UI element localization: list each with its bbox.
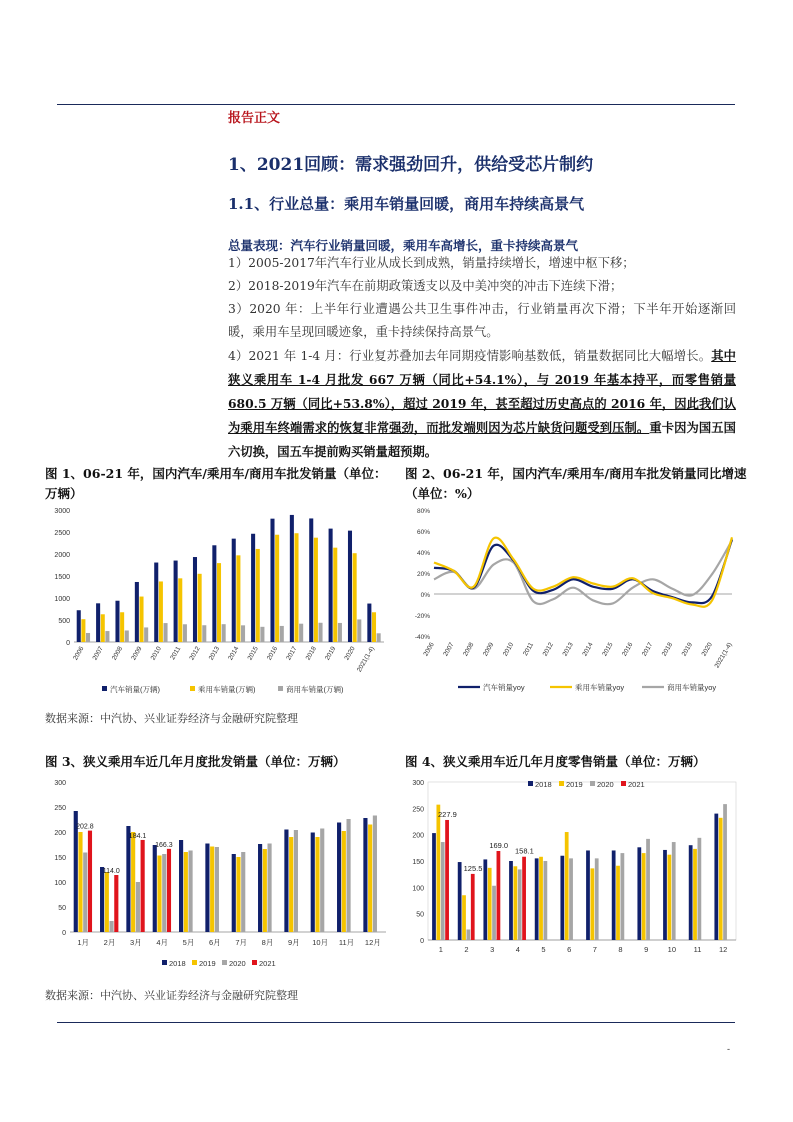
figure-3-title: 图 3、狭义乘用车近几年月度批发销量（单位：万辆）: [45, 754, 346, 769]
bar: [96, 603, 100, 642]
paragraph-4-text: 4）2021 年 1-4 月：行业复苏叠加去年同期疫情影响基数低，销量数据同比大幅增长。: [228, 349, 712, 363]
x-tick-label: 2019: [680, 641, 694, 658]
bar: [544, 861, 548, 940]
footer-rule: [57, 1022, 735, 1023]
bar: [263, 849, 267, 932]
bar: [115, 601, 119, 642]
y-tick-label: 150: [54, 855, 66, 862]
paragraph-2: 2）2018-2019年汽车在前期政策透支以及中美冲突的冲击下连续下滑；: [228, 279, 623, 293]
legend-label: 商用车销量yoy: [667, 683, 717, 692]
bar: [153, 845, 157, 932]
legend-label: 2020: [597, 780, 614, 789]
bar: [179, 840, 183, 932]
data-label: 169.0: [489, 840, 509, 850]
legend-swatch: [192, 960, 197, 965]
x-tick-label: 6: [567, 945, 572, 954]
heading-2: 1.1、行业总量：乘用车销量回暖，商用车持续高景气: [228, 195, 585, 213]
bar: [698, 838, 702, 940]
bar: [535, 858, 539, 940]
bar: [314, 538, 318, 642]
y-tick-label: 0%: [420, 592, 430, 599]
x-tick-label: 2008: [110, 645, 125, 662]
bar: [347, 819, 351, 932]
bar: [586, 850, 590, 940]
figure-4-chart: [400, 772, 740, 962]
bar: [462, 895, 466, 940]
x-tick-label: 2015: [246, 645, 260, 662]
bar: [518, 869, 522, 940]
legend-label: 乘用车销量(万辆): [198, 685, 256, 694]
y-tick-label: 2000: [54, 552, 70, 559]
y-tick-label: 60%: [416, 529, 430, 536]
bar: [125, 630, 129, 642]
y-tick-label: 0: [62, 930, 66, 937]
bar: [337, 823, 341, 933]
bar: [215, 847, 219, 932]
bar: [83, 853, 87, 933]
bar: [167, 849, 171, 932]
bar: [232, 539, 236, 642]
x-tick-label: 2013: [207, 645, 222, 662]
bar: [497, 851, 501, 940]
bar: [100, 867, 104, 932]
data-label: 184.1: [128, 832, 147, 840]
x-tick-label: 8月: [261, 938, 274, 947]
page-number: -: [727, 1045, 731, 1055]
y-tick-label: 300: [54, 780, 66, 787]
data-label: 158.1: [514, 846, 534, 856]
legend-swatch: [252, 960, 257, 965]
data-label: 125.5: [463, 863, 483, 873]
bar: [377, 633, 381, 642]
x-tick-label: 2006: [72, 645, 86, 662]
x-tick-label: 9: [644, 945, 649, 954]
bar: [367, 604, 371, 642]
bar: [289, 837, 293, 932]
bar: [488, 868, 492, 940]
figure-4-title: 图 4、狭义乘用车近几年月度零售销量（单位：万辆）: [405, 754, 706, 769]
source-note-bottom: 数据来源：中汽协、兴业证券经济与金融研究院整理: [45, 989, 298, 1002]
bar: [723, 804, 727, 940]
x-tick-label: 2016: [621, 641, 635, 658]
y-tick-label: 200: [54, 830, 66, 837]
bar: [236, 857, 240, 932]
bar: [320, 829, 324, 933]
paragraph-1: 1）2005-2017年汽车行业从成长到成熟，销量持续增长，增速中枢下移；: [228, 256, 635, 270]
bar: [105, 631, 109, 642]
bar: [217, 563, 221, 642]
summary-title: 总量表现：汽车行业销量回暖，乘用车高增长，重卡持续高景气: [228, 238, 579, 253]
bar: [174, 561, 178, 642]
bar: [357, 619, 361, 642]
bar: [509, 861, 513, 940]
x-tick-label: 2010: [501, 641, 516, 658]
legend-label: 2018: [169, 959, 186, 968]
y-tick-label: -20%: [414, 613, 430, 620]
bar: [467, 929, 471, 940]
x-tick-label: 2018: [304, 645, 318, 662]
y-tick-label: 3000: [54, 508, 70, 515]
y-tick-label: 80%: [416, 508, 430, 515]
bar: [667, 855, 671, 940]
x-tick-label: 2020: [700, 641, 714, 658]
bar: [368, 825, 372, 933]
legend-swatch: [190, 686, 195, 691]
bar: [120, 612, 124, 642]
bar: [445, 820, 449, 940]
bar: [333, 548, 337, 642]
bar: [164, 623, 168, 642]
legend-label: 2018: [535, 780, 552, 789]
x-tick-label: 2017: [285, 645, 299, 662]
x-tick-label: 2021(1-4): [355, 645, 377, 674]
bar: [363, 818, 367, 932]
y-tick-label: 1000: [54, 596, 70, 603]
bar: [471, 874, 475, 940]
bar: [222, 624, 226, 642]
bar: [236, 555, 240, 642]
legend-swatch: [621, 781, 626, 786]
bar: [162, 854, 166, 932]
bar: [139, 597, 143, 642]
bar: [141, 840, 145, 932]
bar: [522, 857, 526, 940]
bar: [373, 816, 377, 933]
x-tick-label: 2018: [660, 641, 675, 658]
x-tick-label: 3月: [129, 938, 142, 947]
x-tick-label: 2009: [130, 645, 144, 662]
bar: [672, 842, 676, 940]
data-label: 202.8: [76, 823, 94, 831]
x-tick-label: 1: [438, 945, 443, 954]
legend-swatch: [278, 686, 283, 691]
figure-2-title: 图 2、06-21 年，国内汽车/乘用车/商用车批发销量同比增速（单位：%）: [405, 466, 747, 501]
y-tick-label: 50: [416, 911, 424, 919]
paragraph-4-underlined: 其中狭义乘用车 1-4 月批发 667 万辆（同比+54.1%），与 2019 年基本持平，而零售销量 680.5 万辆（同比+53.8%），超过 2019 年，甚至超过历史高点的 2016 年，因此我们认为乘用车终端需求的恢复非常强劲，而批发端则因为芯片缺货问题受到压制。: [228, 348, 736, 435]
bar: [105, 872, 109, 932]
legend-swatch: [559, 781, 564, 786]
bar: [183, 624, 187, 642]
bar: [621, 853, 625, 940]
y-tick-label: 500: [58, 618, 70, 625]
x-tick-label: 5: [541, 945, 546, 954]
x-tick-label: 11: [693, 945, 702, 954]
bar: [299, 624, 303, 642]
bar: [342, 831, 346, 932]
bar: [569, 858, 573, 940]
bar: [131, 832, 135, 932]
bar: [256, 549, 260, 642]
bar: [319, 623, 323, 642]
x-tick-label: 2011: [522, 641, 536, 658]
series-line: [434, 540, 732, 604]
x-tick-label: 6月: [208, 938, 221, 947]
bar: [154, 563, 158, 642]
bar: [539, 857, 543, 940]
bar: [719, 818, 723, 940]
x-tick-label: 10月: [312, 938, 329, 947]
bar: [86, 633, 90, 642]
x-tick-label: 4月: [156, 938, 169, 947]
bar: [436, 805, 440, 940]
legend-label: 2021: [628, 780, 645, 789]
y-tick-label: 0: [420, 938, 424, 945]
bar: [189, 851, 193, 933]
bar: [290, 515, 294, 642]
x-tick-label: 2: [464, 945, 469, 954]
figure-1-chart: [42, 502, 392, 702]
x-tick-label: 2010: [149, 645, 163, 662]
legend-swatch: [590, 781, 595, 786]
bar: [311, 833, 315, 933]
bar: [492, 886, 496, 940]
bar: [689, 845, 693, 940]
legend-label: 2019: [566, 780, 583, 789]
x-tick-label: 4: [515, 945, 520, 954]
bar: [241, 852, 245, 932]
x-tick-label: 7: [592, 945, 597, 954]
x-tick-label: 2006: [422, 641, 436, 658]
bar: [595, 858, 599, 940]
source-note-top: 数据来源：中汽协、兴业证券经济与金融研究院整理: [45, 712, 298, 725]
legend-swatch: [222, 960, 227, 965]
bar: [353, 553, 357, 642]
x-tick-label: 2月: [103, 938, 116, 947]
x-tick-label: 2021(1-4): [713, 641, 734, 670]
bar: [646, 839, 650, 940]
legend-label: 汽车销量yoy: [483, 683, 525, 692]
x-tick-label: 2015: [601, 641, 615, 658]
bar: [260, 627, 264, 642]
bar: [198, 574, 202, 642]
x-tick-label: 2008: [462, 641, 476, 658]
x-tick-label: 2017: [640, 641, 655, 658]
bar: [258, 844, 262, 932]
bar: [714, 814, 718, 940]
bar: [126, 826, 130, 932]
y-tick-label: 200: [412, 832, 424, 840]
legend-label: 2021: [259, 959, 276, 968]
y-tick-label: -40%: [414, 634, 430, 641]
bar: [294, 533, 298, 642]
bar: [212, 545, 216, 642]
paragraph-3: 3）2020 年：上半年行业遭遇公共卫生事件冲击，行业销量再次下滑；下半年开始逐渐回暖，乘用车呈现回暖迹象，重卡持续保持高景气。: [228, 302, 736, 339]
x-tick-label: 12: [718, 945, 728, 954]
legend-swatch: [528, 781, 533, 786]
bar: [348, 531, 352, 642]
x-tick-label: 2013: [561, 641, 575, 658]
bar: [268, 844, 272, 933]
bar: [232, 854, 236, 932]
bar: [663, 850, 667, 940]
bar: [78, 832, 82, 932]
bar: [458, 862, 462, 940]
bar: [280, 626, 284, 642]
bar: [642, 853, 646, 940]
bar: [251, 534, 255, 642]
y-tick-label: 300: [412, 780, 424, 787]
bar: [193, 557, 197, 642]
y-tick-label: 1500: [54, 574, 70, 581]
y-tick-label: 40%: [416, 550, 430, 557]
bar: [110, 921, 114, 932]
bar: [114, 875, 118, 932]
bar: [513, 866, 517, 940]
bar: [693, 849, 697, 940]
x-tick-label: 2012: [188, 645, 202, 662]
paragraph-4: [228, 344, 736, 464]
bar: [101, 614, 105, 642]
legend-label: 乘用车销量yoy: [575, 683, 625, 692]
section-tag: 报告正文: [228, 111, 281, 126]
bar: [616, 866, 620, 940]
x-tick-label: 7月: [235, 938, 248, 947]
bar: [483, 859, 487, 940]
bar: [309, 518, 313, 642]
bar: [136, 882, 140, 932]
x-tick-label: 11月: [338, 938, 355, 947]
figure-2-chart: [400, 502, 740, 702]
x-tick-label: 2009: [482, 641, 496, 658]
bar: [560, 856, 564, 940]
y-tick-label: 2500: [54, 530, 70, 537]
legend-label: 汽车销量(万辆): [110, 685, 160, 694]
data-label: 166.3: [155, 841, 173, 849]
bar: [590, 868, 594, 940]
legend-swatch: [102, 686, 107, 691]
bar: [205, 844, 209, 933]
y-tick-label: 50: [58, 905, 66, 912]
y-tick-label: 20%: [416, 571, 430, 578]
x-tick-label: 3: [490, 945, 495, 954]
y-tick-label: 150: [412, 859, 424, 866]
bar: [144, 627, 148, 642]
x-tick-label: 1月: [77, 938, 90, 947]
x-tick-label: 10: [667, 945, 677, 954]
bar: [81, 619, 85, 642]
x-tick-label: 2014: [227, 645, 241, 662]
x-tick-label: 2011: [169, 645, 183, 662]
bar: [284, 830, 288, 933]
bar: [159, 581, 163, 642]
x-tick-label: 2020: [343, 645, 357, 662]
x-tick-label: 2014: [581, 641, 595, 658]
bar: [157, 856, 161, 933]
x-tick-label: 5月: [182, 938, 195, 947]
legend-label: 2020: [229, 959, 246, 968]
bar: [184, 852, 188, 932]
y-tick-label: 250: [54, 805, 66, 812]
x-tick-label: 12月: [364, 938, 381, 947]
bar: [565, 832, 569, 940]
x-tick-label: 2007: [442, 641, 456, 658]
figure-1-title: 图 1、06-21 年，国内汽车/乘用车/商用车批发销量（单位：万辆）: [45, 466, 387, 501]
legend-label: 商用车销量(万辆): [286, 685, 344, 694]
bar: [77, 610, 81, 642]
x-tick-label: 2019: [323, 645, 338, 662]
y-tick-label: 100: [412, 885, 424, 893]
x-tick-label: 2007: [91, 645, 105, 662]
x-tick-label: 8: [618, 945, 623, 954]
bar: [338, 623, 342, 642]
bar: [88, 831, 92, 932]
legend-label: 2019: [199, 959, 216, 968]
x-tick-label: 9月: [287, 938, 300, 947]
bar: [294, 830, 298, 932]
x-tick-label: 2016: [265, 645, 280, 662]
bar: [637, 847, 641, 940]
bar: [432, 833, 436, 940]
y-tick-label: 250: [412, 806, 424, 814]
header-rule: [57, 104, 735, 105]
bar: [441, 842, 445, 940]
y-tick-label: 0: [66, 640, 70, 647]
y-tick-label: 100: [54, 880, 66, 887]
figure-3-chart: [42, 772, 392, 977]
bar: [612, 850, 616, 940]
bar: [241, 625, 245, 642]
bar: [372, 612, 376, 642]
data-label: 114.0: [102, 868, 120, 875]
x-tick-label: 2012: [541, 641, 555, 658]
data-label: 227.9: [437, 809, 457, 819]
bar: [210, 847, 214, 933]
bar: [270, 519, 274, 642]
bar: [315, 837, 319, 932]
bar: [202, 625, 206, 642]
bar: [135, 582, 139, 642]
legend-swatch: [162, 960, 167, 965]
heading-1: 1、2021回顾：需求强劲回升，供给受芯片制约: [228, 155, 594, 175]
paragraph-4-bold: 重卡因为国五国六切换，国五车提前购买销量超预期。: [228, 420, 736, 459]
bar: [329, 529, 333, 642]
bar: [275, 535, 279, 642]
bar: [178, 578, 182, 642]
